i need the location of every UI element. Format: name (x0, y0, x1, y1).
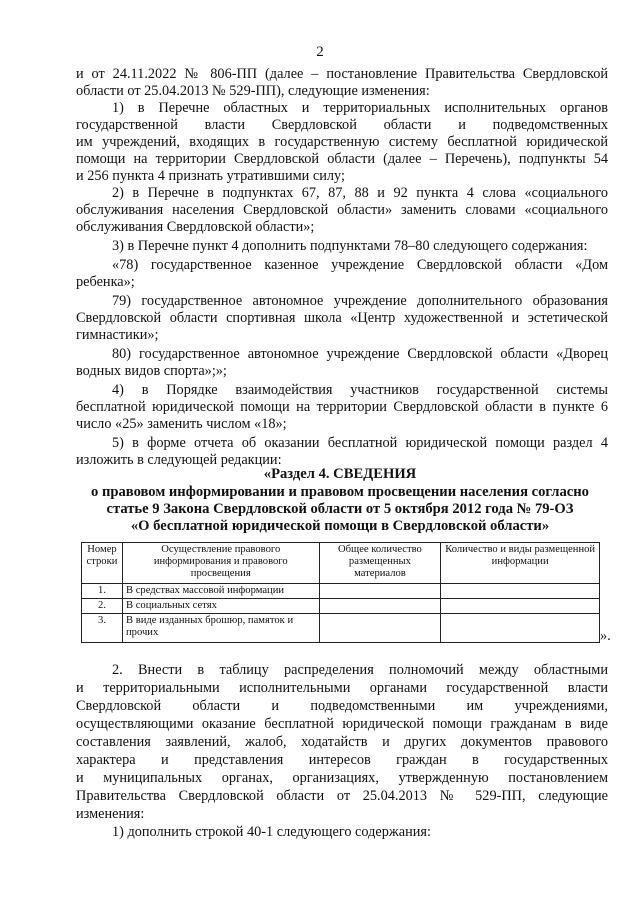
text-line: 5) в форме отчета об оказании бесплатной юридической помощи раздел 4 (112, 435, 608, 451)
text-line: помощи на территории Свердловской области (далее – Перечень), подпункты 54 (76, 151, 608, 167)
text-line: ребенка»; (76, 274, 135, 290)
text-line: 1) в Перечне областных и территориальных исполнительных органов (112, 100, 608, 116)
header-total: Общее количество размещенных материалов (319, 543, 441, 584)
text-line: Правительства Свердловской области от 25.04.2013 № 529-ПП, следующие (76, 788, 608, 804)
text-line: бесплатной юридической помощи на территории Свердловской области в пункте 6 (76, 399, 608, 415)
row-kinds (441, 599, 600, 614)
text-line: гимнастики»; (76, 327, 159, 343)
row-number: 2. (82, 599, 123, 614)
row-text: В социальных сетях (122, 599, 319, 614)
text-line: и от 24.11.2022 № 806-ПП (далее – постановление Правительства Свердловской (76, 66, 608, 82)
text-line: 3) в Перечне пункт 4 дополнить подпунктами 78–80 следующего содержания: (112, 238, 588, 254)
table-row (82, 599, 600, 614)
text-line: 79) государственное автономное учреждение дополнительного образования (112, 293, 608, 309)
text-line: осуществляющими оказание бесплатной юридической помощи гражданам в виде (76, 716, 608, 732)
text-line: «78) государственное казенное учреждение Свердловской области «Дом (112, 257, 608, 273)
table-row (82, 614, 600, 643)
report-table (81, 542, 600, 643)
header-activity: Осуществление правового информирования и правового просвещения (122, 543, 319, 584)
row-kinds (441, 614, 600, 643)
closing-quote-mark: ». (600, 628, 611, 644)
header-row-number: Номер строки (82, 543, 123, 584)
section-subtitle: «О бесплатной юридической помощи в Свердловской области» (130, 518, 550, 534)
table-row (82, 584, 600, 599)
text-line: изложить в следующей редакции: (76, 452, 282, 468)
row-total (319, 599, 441, 614)
table-header-row (82, 543, 600, 584)
header-kinds: Количество и виды размещенной информации (441, 543, 600, 584)
text-line: и 256 пункта 4 признать утратившими силу; (76, 168, 345, 184)
section-subtitle: о правовом информировании и правовом просвещении населения согласно (91, 484, 589, 500)
text-line: 1) дополнить строкой 40-1 следующего содержания: (112, 824, 431, 840)
row-total (319, 614, 441, 643)
text-line: 80) государственное автономное учреждение Свердловской области «Дворец (112, 346, 608, 362)
text-line: Свердловской области и подведомственными им учреждениями, (76, 698, 608, 714)
text-line: и муниципальных органах, организациях, утвержденную постановлением (76, 770, 608, 786)
text-line: составления заявлений, жалоб, ходатайств и других документов правового (76, 734, 608, 750)
text-line: 2) в Перечне в подпунктах 67, 87, 88 и 92 пункта 4 слова «социального (112, 185, 608, 201)
text-line: им учреждений, входящих в государственную систему бесплатной юридической (76, 134, 608, 150)
text-line: характера и представления интересов граждан в государственных (76, 752, 608, 768)
section-subtitle: статье 9 Закона Свердловской области от 5 октября 2012 года № 79-ОЗ (106, 501, 574, 517)
text-line: области от 25.04.2013 № 529-ПП), следующие изменения: (76, 83, 430, 99)
row-kinds (441, 584, 600, 599)
page-number: 2 (316, 44, 324, 60)
text-line: обслуживания населения Свердловской области» заменить словами «социального (76, 202, 608, 218)
text-line: водных видов спорта»;»; (76, 363, 227, 379)
text-line: число «25» заменить числом «18»; (76, 416, 287, 432)
row-number: 1. (82, 584, 123, 599)
text-line: изменения: (76, 806, 145, 822)
text-line: обслуживания Свердловской области»; (76, 219, 315, 235)
text-line: и территориальными исполнительными органами государственной власти (76, 680, 608, 696)
text-line: Свердловской области спортивная школа «Центр художественной и эстетической (76, 310, 608, 326)
row-total (319, 584, 441, 599)
section-title: «Раздел 4. СВЕДЕНИЯ (263, 466, 417, 482)
text-line: государственной власти Свердловской области и подведомственных (76, 117, 608, 133)
text-line: 4) в Порядке взаимодействия участников государственной системы (112, 382, 608, 398)
row-text: В виде изданных брошюр, памяток и прочих (122, 614, 319, 643)
text-line: 2. Внести в таблицу распределения полномочий между областными (112, 662, 608, 678)
row-number: 3. (82, 614, 123, 643)
row-text: В средствах массовой информации (122, 584, 319, 599)
